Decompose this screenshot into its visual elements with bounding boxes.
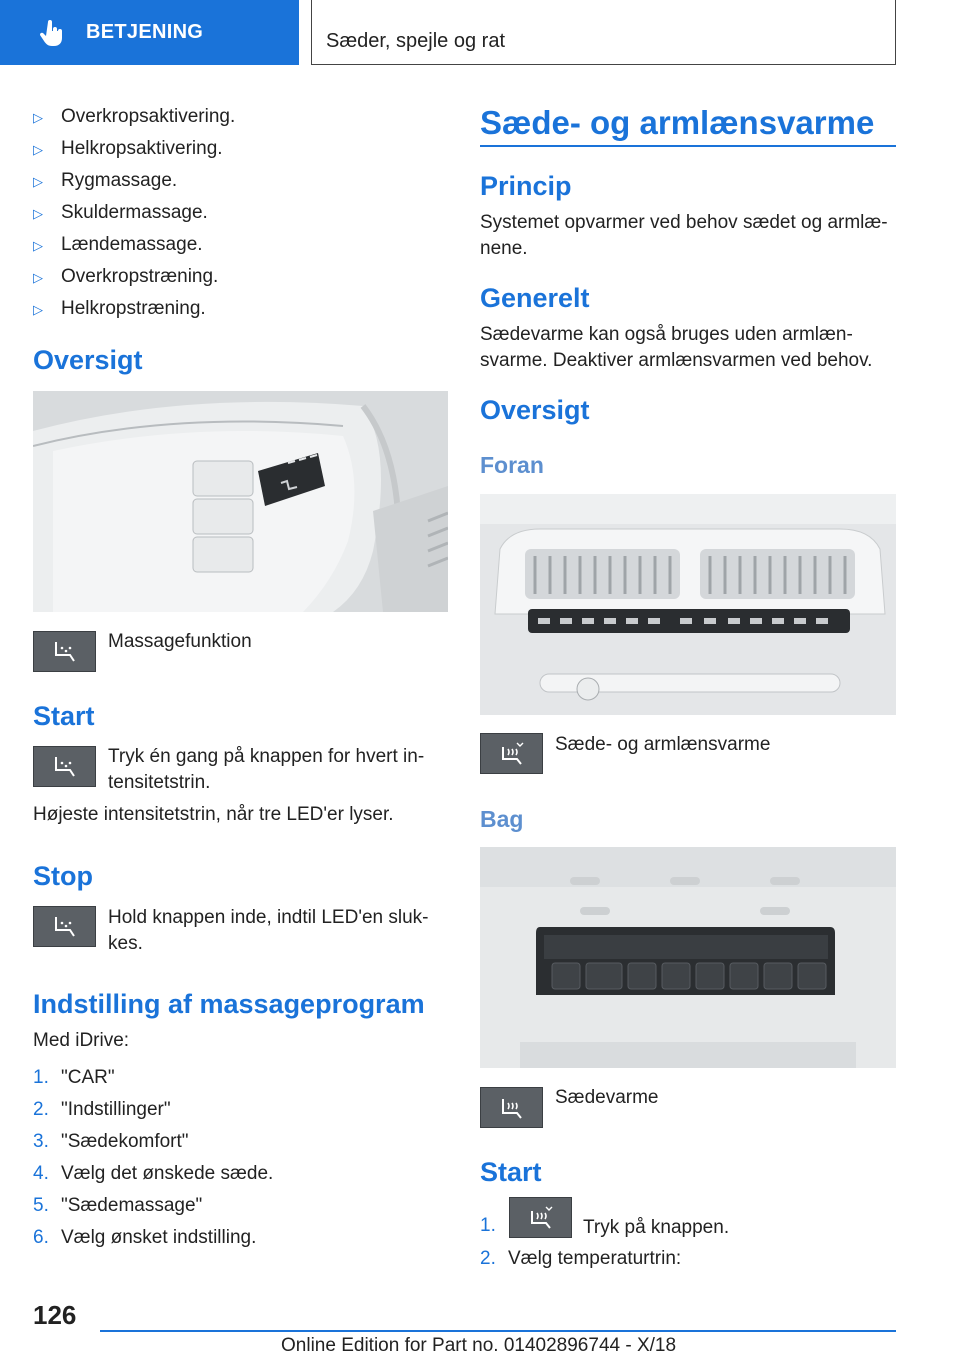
princip-line2: nene.	[480, 238, 528, 259]
massage-seat-icon	[50, 639, 80, 665]
rear-console-photo	[480, 847, 896, 1068]
triangle-bullet-icon: ▷	[33, 206, 43, 221]
idrive-intro: Med iDrive:	[33, 1030, 130, 1051]
massage-button-icon	[33, 906, 96, 947]
massage-seat-icon	[50, 754, 80, 780]
heading-main: Sæde- og armlænsvarme	[480, 104, 875, 141]
footer-rule	[100, 1330, 896, 1332]
heading-oversigt: Oversigt	[480, 395, 590, 425]
heading-stop: Stop	[33, 861, 93, 891]
seat-heat-icon	[497, 741, 527, 767]
seat-heat-button-icon	[480, 1087, 543, 1128]
triangle-bullet-icon: ▷	[33, 142, 43, 157]
triangle-bullet-icon: ▷	[33, 238, 43, 253]
foran-caption: Sæde- og armlænsvarme	[555, 734, 771, 755]
seat-heat-icon	[497, 1095, 527, 1121]
section-label: BETJENING	[86, 21, 204, 43]
chapter-header	[311, 0, 896, 65]
start-text-line1: Tryk én gang på knappen for hvert in-	[108, 746, 425, 767]
icon-caption: Massagefunktion	[108, 631, 252, 652]
triangle-bullet-icon: ▷	[33, 174, 43, 189]
triangle-bullet-icon: ▷	[33, 110, 43, 125]
start-note: Højeste intensitetstrin, når tre LED'er lyser.	[33, 804, 394, 825]
start-step-1-text: Tryk på knappen.	[583, 1217, 730, 1238]
heading-bag: Bag	[480, 806, 524, 832]
stop-text-line2: kes.	[108, 933, 143, 954]
footer-edition: Online Edition for Part no. 01402896744 - X/18	[281, 1335, 677, 1356]
seat-heat-icon	[526, 1205, 556, 1231]
chapter-title: Sæder, spejle og rat	[326, 30, 505, 52]
heading-oversigt: Oversigt	[33, 345, 143, 375]
heading-start: Start	[33, 701, 95, 731]
seat-armrest-heat-button-icon	[480, 733, 543, 774]
stop-text-line1: Hold knappen inde, indtil LED'en sluk-	[108, 907, 429, 928]
heading-start: Start	[480, 1157, 542, 1187]
hand-pointer-icon	[38, 18, 68, 48]
massage-button-icon	[33, 746, 96, 787]
generelt-line1: Sædevarme kan også bruges uden armlæn-	[480, 324, 853, 345]
page-number: 126	[33, 1300, 77, 1330]
seat-armrest-heat-button-icon	[509, 1197, 572, 1238]
triangle-bullet-icon: ▷	[33, 302, 43, 317]
massage-seat-icon	[50, 914, 80, 940]
heading-foran: Foran	[480, 452, 544, 478]
heading-princip: Princip	[480, 171, 572, 201]
massage-button-icon	[33, 631, 96, 672]
door-panel-photo	[33, 391, 448, 612]
triangle-bullet-icon: ▷	[33, 270, 43, 285]
princip-line1: Systemet opvarmer ved behov sædet og armlæ-	[480, 212, 888, 233]
heading-generelt: Generelt	[480, 283, 590, 313]
heading-setting: Indstilling af massageprogram	[33, 989, 425, 1019]
front-console-photo	[480, 494, 896, 715]
heading-rule	[480, 145, 896, 147]
section-tab	[0, 0, 299, 65]
generelt-line2: svarme. Deaktiver armlænsvarmen ved behov.	[480, 350, 873, 371]
bag-caption: Sædevarme	[555, 1087, 659, 1108]
start-text-line2: tensitetstrin.	[108, 772, 211, 793]
